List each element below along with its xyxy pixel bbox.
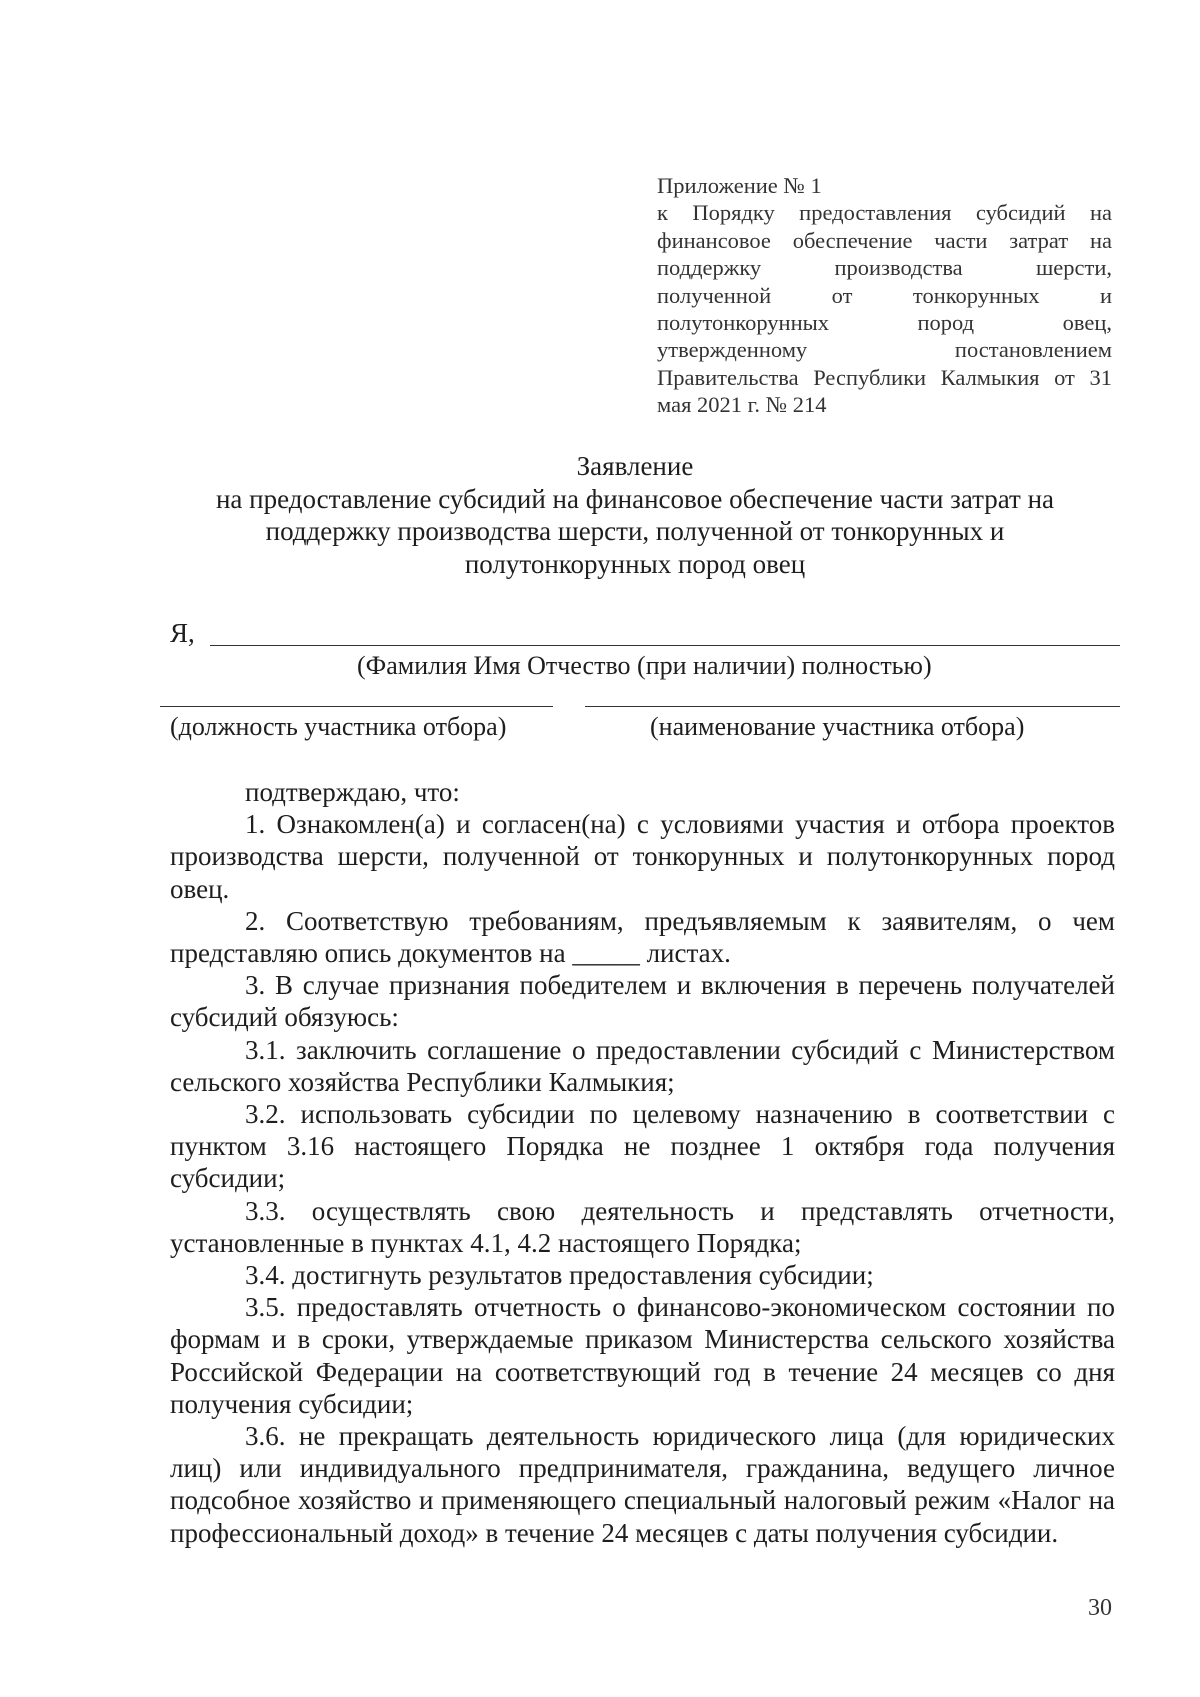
paragraph-3-2: 3.2. использовать субсидии по целевому назначению в соответствии с пунктом 3.16 настоящего Порядка не позднее 1 октября года получения субсидии;	[170, 1099, 1115, 1194]
paragraph-3-6: 3.6. не прекращать деятельность юридического лица (для юридических лиц) или индивидуального предпринимателя, гражданина, ведущего личное подсобное хозяйство и применяющего специальный налоговый режим «Налог на профессиональный доход» в течение 24 месяцев с даты получения субсидии.	[170, 1421, 1115, 1548]
appendix-line: к Порядку предоставления субсидий на	[657, 200, 1112, 226]
title-line: полутонкорунных пород овец	[464, 548, 806, 579]
appendix-line: Правительства Республики Калмыкия от 31	[657, 364, 1112, 390]
paragraph-3-1: 3.1. заключить соглашение о предоставлении субсидий с Министерством сельского хозяйства Республики Калмыкия;	[170, 1034, 1115, 1097]
title-line: поддержку производства шерсти, полученной от тонкорунных и	[265, 516, 1005, 546]
position-caption: (должность участника отбора)	[170, 712, 507, 741]
paragraph-3-3: 3.3. осуществлять свою деятельность и представлять отчетности, установленные в пунктах 4.1, 4.2 настоящего Порядка;	[170, 1195, 1115, 1258]
fio-field-line[interactable]	[210, 645, 1120, 646]
body-text	[170, 776, 1115, 1549]
appendix-line: поддержку производства шерсти,	[657, 255, 1112, 281]
page-number: 30	[1088, 1595, 1112, 1621]
paragraph-2: 2. Соответствую требованиям, предъявляемым к заявителям, о чем представляю опись документов на _____ листах.	[170, 905, 1115, 969]
intro-paragraph: подтверждаю, что:	[245, 777, 460, 807]
document-title	[170, 450, 1100, 580]
position-field-line[interactable]	[160, 706, 553, 707]
appendix-block	[657, 172, 1112, 419]
paragraph-3: 3. В случае признания победителем и включения в перечень получателей субсидий обязуюсь:	[170, 970, 1115, 1033]
name-caption: (наименование участника отбора)	[650, 712, 1025, 741]
appendix-line: полученной от тонкорунных и	[657, 282, 1112, 308]
title-line: на предоставление субсидий на финансовое обеспечение части затрат на	[215, 483, 1055, 514]
fio-caption: (Фамилия Имя Отчество (при наличии) полностью)	[357, 651, 932, 680]
appendix-line: Приложение № 1	[657, 173, 822, 198]
ya-label: Я,	[170, 618, 195, 648]
appendix-line: полутонкорунных пород овец,	[657, 310, 1112, 336]
paragraph-1: 1. Ознакомлен(а) и согласен(на) с условиями участия и отбора проектов производства шерсти, полученной от тонкорунных и полутонкорунных пород овец.	[170, 809, 1115, 904]
appendix-line: мая 2021 г. № 214	[657, 392, 827, 418]
title-heading: Заявление	[576, 451, 694, 481]
appendix-line: утвержденному постановлением	[657, 337, 1112, 363]
paragraph-3-4: 3.4. достигнуть результатов предоставления субсидии;	[245, 1260, 874, 1291]
name-field-line[interactable]	[585, 706, 1120, 707]
appendix-line: финансовое обеспечение части затрат на	[657, 227, 1112, 253]
paragraph-3-5: 3.5. предоставлять отчетность о финансово-экономическом состоянии по формам и в сроки, утверждаемые приказом Министерства сельского хозяйства Российской Федерации на соответствующий год в течение 24 месяцев со дня получения субсидии;	[170, 1292, 1115, 1419]
